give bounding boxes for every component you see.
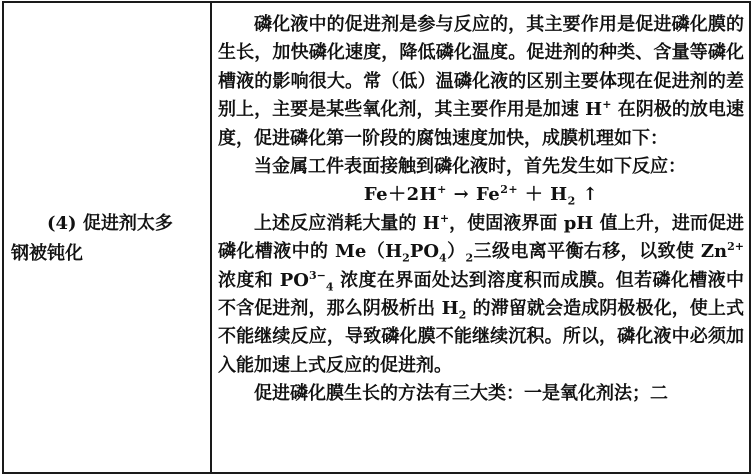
reaction-equation xyxy=(218,181,744,209)
p3-e-sup: 2+ xyxy=(727,240,745,254)
cause-label-line-2: 钢被钝化 xyxy=(11,243,83,264)
cause-label xyxy=(11,209,207,269)
p3-h: 的滞留就会造成阴极极化，使上式不能继续反应，导致磷化膜不能继续沉积。所以，磷化液中必须加入能加速上式反应的促进剂。 xyxy=(218,298,744,376)
p3-a-sup: + xyxy=(439,211,450,225)
p3-f: 浓度和 PO xyxy=(218,269,309,291)
p3-g-sub: 2 xyxy=(458,308,467,322)
p3-g: 浓度在界面处达到溶度积而成膜。但若磷化槽液中不含促进剂，那么阴极析出 H xyxy=(218,269,745,320)
eq-part-c: ＋ H xyxy=(518,184,568,206)
p3-c: PO xyxy=(409,241,440,263)
paragraph-2: 当金属工件表面接触到磷化液时，首先发生如下反应： xyxy=(254,156,686,178)
eq-sub-c: 2 xyxy=(567,195,576,209)
eq-sup-a: + xyxy=(437,183,447,197)
right-cell xyxy=(218,11,744,409)
eq-part-d: ↑ xyxy=(575,184,599,206)
left-cell xyxy=(4,3,210,472)
paragraph-1-text: 磷化液中的促进剂是参与反应的，其主要作用是促进磷化膜的生长，加快磷化速度，降低磷化温度。促进剂的种类、含量等磷化槽液的影响很大。常（低）温磷化液的区别主要体现在促进剂的差别上，主要是某些氧化剂，其主要作用是加速 H xyxy=(218,14,744,121)
p3-e: 三级电离平衡右移，以致使 Zn xyxy=(473,241,728,263)
paragraph-1 xyxy=(218,11,744,153)
p3-f-sup: 3− xyxy=(308,268,326,282)
document-table xyxy=(2,1,751,474)
p3-d-sub: 2 xyxy=(465,251,474,265)
p3-c-sub: 4 xyxy=(439,251,447,265)
eq-part-b: → Fe xyxy=(446,184,501,206)
p3-b: ，使固液界面 pH 值上升，进而促进磷化槽液中的 Me（H xyxy=(218,212,745,263)
p3-d: ） xyxy=(446,241,466,263)
paragraph-4: 促进磷化膜生长的方法有三大类：一是氧化剂法；二 xyxy=(254,383,668,405)
paragraph-1-tail: 在阴极的放电速度，促进磷化第一阶段的腐蚀速度加快，成膜机理如下： xyxy=(218,99,744,149)
p3-f-sub: 4 xyxy=(325,280,334,294)
column-divider xyxy=(210,3,212,472)
eq-part-a: Fe＋2H xyxy=(363,184,438,206)
p3-b-sub: 2 xyxy=(402,251,410,265)
eq-sup-b: 2+ xyxy=(500,183,519,197)
paragraph-3 xyxy=(218,210,744,380)
p3-a: 上述反应消耗大量的 H xyxy=(254,212,440,234)
cause-label-line-1: (4) 促进剂太多 xyxy=(47,213,173,234)
h-ion-charge: + xyxy=(602,98,612,112)
